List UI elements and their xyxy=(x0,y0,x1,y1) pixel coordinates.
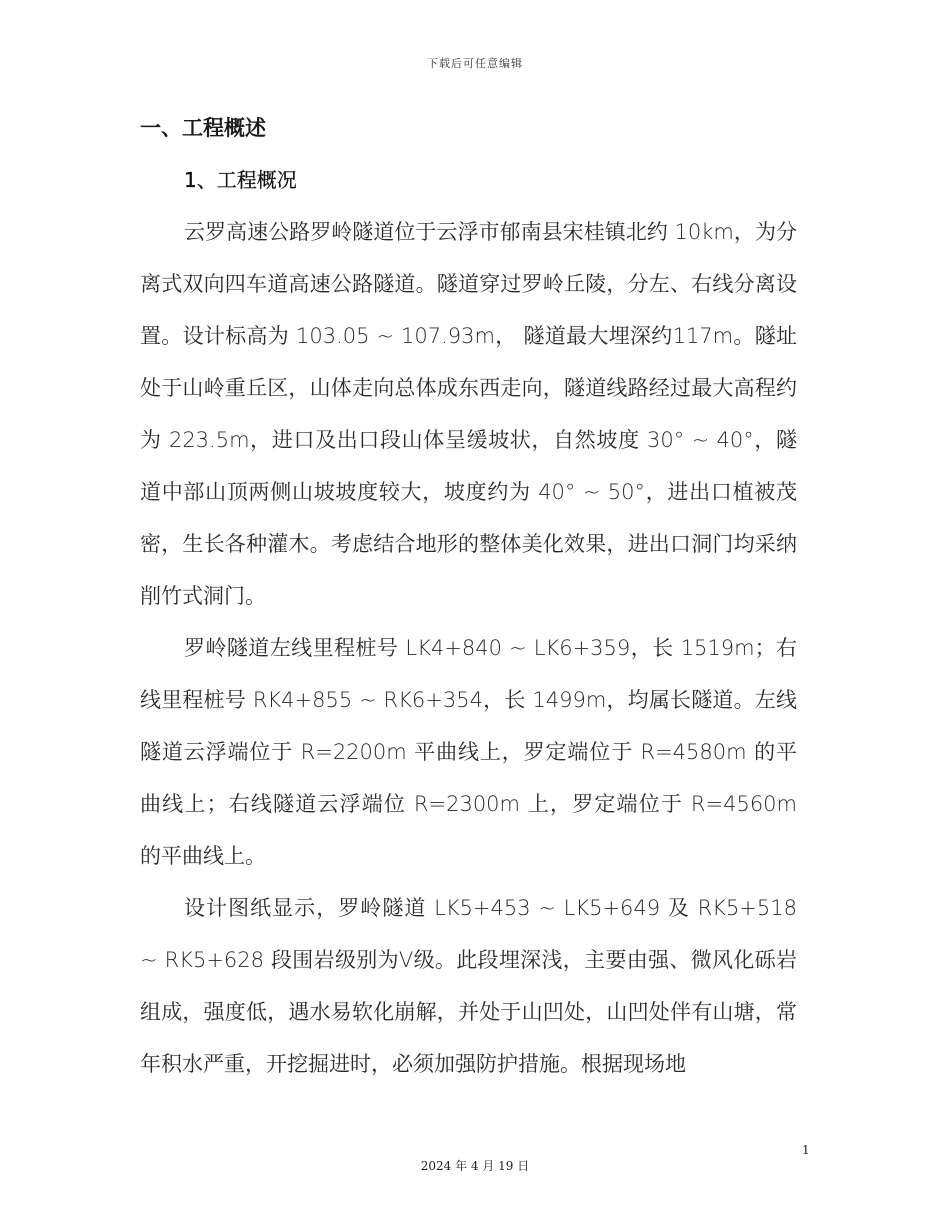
header-note: 下载后可任意编辑 xyxy=(427,57,523,70)
paragraph-mileage: 罗岭隧道左线里程桩号 LK4+840 ~ LK6+359，长 1519m；右线里程桩号 RK4+855 ~ RK6+354，长 1499m，均属长隧道。左线隧道云浮端位于 R=2200m 平曲线上，罗定端位于 R=4580m 的平曲线上；右线隧道云浮端位 R=2300m 上，罗定端位于 R=4560m 的平曲线上。 xyxy=(140,636,797,868)
paragraph-geology: 设计图纸显示，罗岭隧道 LK5+453 ~ LK5+649 及 RK5+518 ~ RK5+628 段围岩级别为Ⅴ级。此段埋深浅，主要由强、微风化砾岩组成，强度低，遇水易软化崩解，并处于山凹处，山凹处伴有山塘，常年积水严重，开挖掘进时，必须加强防护措施。根据现场地 xyxy=(140,896,797,1076)
section-title: 一、工程概述 xyxy=(140,116,266,140)
page-number: 1 xyxy=(802,1143,810,1157)
subsection-title: 1、工程概况 xyxy=(184,168,297,192)
paragraph-overview: 云罗高速公路罗岭隧道位于云浮市郁南县宋桂镇北约 10km，为分离式双向四车道高速公路隧道。隧道穿过罗岭丘陵，分左、右线分离设置。设计标高为 103.05 ~ 107.93m， 隧道最大埋深约117m。隧址处于山岭重丘区，山体走向总体成东西走向，隧道线路经过最大高程约为 223.5m，进口及出口段山体呈缓坡状，自然坡度 30° ~ 40°，隧道中部山顶两侧山坡坡度较大，坡度约为 40° ~ 50°，进出口植被茂密，生长各种灌木。考虑结合地形的整体美化效果，进出口洞门均采纳削竹式洞门。 xyxy=(140,220,797,608)
document-body xyxy=(140,102,797,1090)
footer-date: 2024 年 4 月 19 日 xyxy=(420,1159,530,1173)
